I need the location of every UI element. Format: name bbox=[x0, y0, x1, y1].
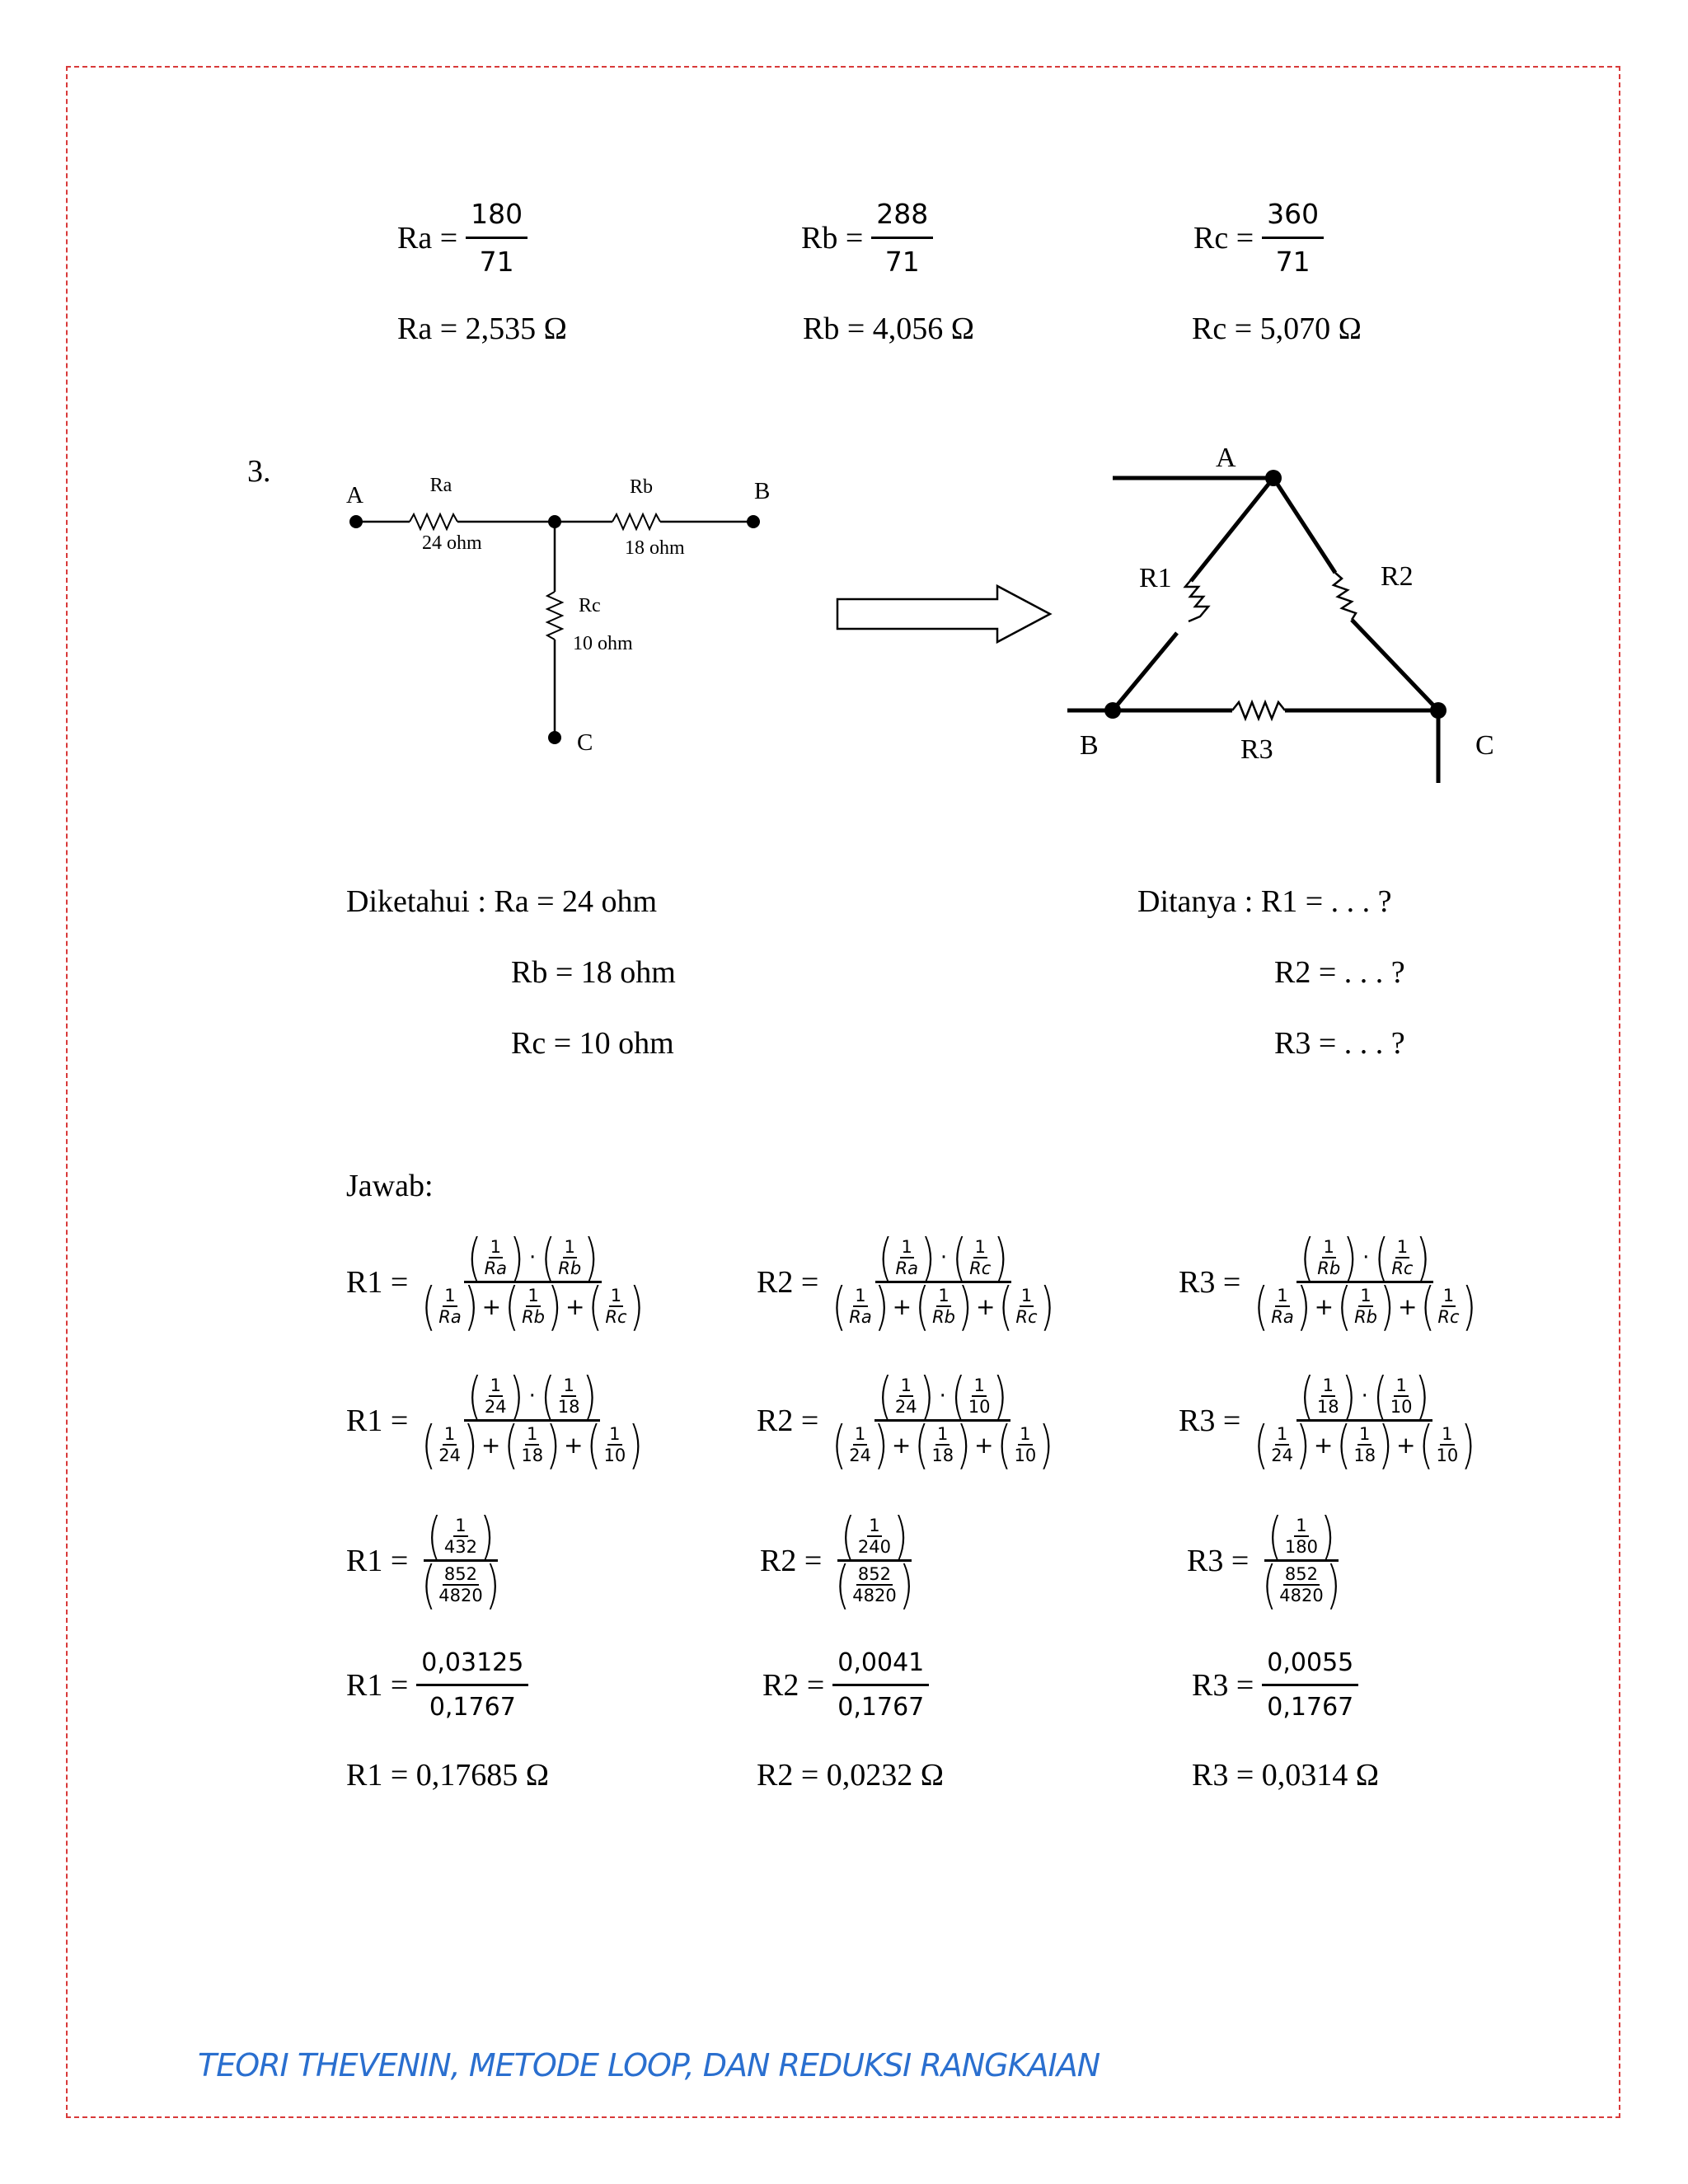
r3-final-result: R3 = 0,0314 Ω bbox=[1192, 1758, 1380, 1793]
term-d3: ( 1 10 ) bbox=[1418, 1414, 1476, 1475]
r1-simplified-equation bbox=[346, 1506, 504, 1615]
rc-fraction bbox=[1262, 198, 1324, 278]
node-a-dot bbox=[349, 515, 363, 528]
problem-number: 3. bbox=[247, 454, 271, 489]
delta-node-a-label: A bbox=[1216, 443, 1236, 473]
rb-fraction-equation bbox=[801, 198, 933, 278]
star-rc-value: 10 ohm bbox=[573, 633, 633, 654]
r3-resistor bbox=[1232, 702, 1285, 719]
simplified-denominator: ( 852 4820 ) bbox=[421, 1554, 500, 1615]
r2-final-result: R2 = 0,0232 Ω bbox=[757, 1758, 945, 1793]
rb-resistor bbox=[612, 514, 660, 529]
term-d1: ( 1 Ra ) bbox=[421, 1276, 479, 1337]
rc-denominator: 71 bbox=[1275, 246, 1311, 278]
delta-circuit-diagram bbox=[1055, 437, 1550, 799]
ra-fraction-equation bbox=[397, 198, 528, 278]
star-node-c-label: C bbox=[577, 729, 593, 756]
term-d2: ( 1 Rb ) bbox=[1337, 1276, 1395, 1337]
delta-node-b-dot bbox=[1104, 702, 1121, 719]
ra-fraction bbox=[466, 198, 528, 278]
term-a: ( 1 24 ) bbox=[467, 1366, 524, 1427]
term-d1: ( 1 24 ) bbox=[1254, 1414, 1311, 1475]
simplified-denominator: ( 852 4820 ) bbox=[1262, 1554, 1341, 1615]
asked-r1: Ditanya : R1 = . . . ? bbox=[1137, 884, 1392, 919]
given-rc: Rc = 10 ohm bbox=[511, 1026, 674, 1061]
r1-substituted-equation bbox=[346, 1366, 646, 1475]
r3-simplified-label: R3 = bbox=[1187, 1543, 1250, 1578]
r1-formulas-equation bbox=[346, 1227, 647, 1337]
r1-decimal-equation bbox=[346, 1648, 528, 1722]
simplified-numerator: ( 1 180 ) bbox=[1267, 1506, 1335, 1567]
r1-formulas-fraction: ( 1 Ra ) · ( 1 Rb ) ( 1 Ra ) + ( 1 Rb ) + ( 1 Rc ) bbox=[421, 1227, 645, 1337]
r2-substituted-fraction: ( 1 24 ) · ( 1 10 ) ( 1 24 ) + ( 1 18 ) + ( 1 10 ) bbox=[832, 1366, 1054, 1475]
r2-simplified-fraction bbox=[832, 1506, 917, 1615]
r3-decimal-label: R3 = bbox=[1192, 1667, 1254, 1703]
r2-formulas-label: R2 = bbox=[757, 1264, 819, 1300]
r2-decimal-label: R2 = bbox=[762, 1667, 825, 1703]
star-rb-label: Rb bbox=[629, 476, 654, 498]
term-d3: ( 1 10 ) bbox=[996, 1414, 1054, 1475]
asked-r3: R3 = . . . ? bbox=[1274, 1026, 1405, 1061]
r2-substituted-equation bbox=[757, 1366, 1057, 1475]
r1-substituted-label: R1 = bbox=[346, 1403, 409, 1438]
r3-simplified-fraction bbox=[1259, 1506, 1343, 1615]
star-rb-value: 18 ohm bbox=[625, 537, 685, 559]
rc-result: Rc = 5,070 Ω bbox=[1192, 312, 1362, 346]
rb-label: Rb = bbox=[801, 220, 864, 255]
term-d2: ( 1 18 ) bbox=[914, 1414, 972, 1475]
term-a: ( 1 24 ) bbox=[877, 1366, 935, 1427]
term-a: ( 1 Ra ) bbox=[878, 1227, 935, 1288]
term-b: ( 1 10 ) bbox=[950, 1366, 1008, 1427]
term-b: ( 1 Rc ) bbox=[952, 1227, 1009, 1288]
term-d1: ( 1 Ra ) bbox=[832, 1276, 889, 1337]
r1-formulas-label: R1 = bbox=[346, 1264, 409, 1300]
r2-formulas-fraction: ( 1 Ra ) · ( 1 Rc ) ( 1 Ra ) + ( 1 Rb ) + ( 1 Rc ) bbox=[832, 1227, 1055, 1337]
delta-r2-label: R2 bbox=[1381, 561, 1414, 592]
term-d2: ( 1 18 ) bbox=[504, 1414, 561, 1475]
r3-decimal-fraction: $\frac{0,0055}{0,1767}$ bbox=[1262, 1648, 1358, 1722]
junction-dot bbox=[548, 515, 561, 528]
term-d3: ( 1 Rc ) bbox=[1420, 1276, 1477, 1337]
delta-r3-label: R3 bbox=[1240, 734, 1273, 765]
rb-numerator: 288 bbox=[871, 198, 933, 239]
delta-r1-label: R1 bbox=[1139, 563, 1172, 593]
star-ra-value: 24 ohm bbox=[422, 532, 482, 554]
term-a: ( 1 18 ) bbox=[1299, 1366, 1357, 1427]
term-b: ( 1 18 ) bbox=[540, 1366, 598, 1427]
ra-result: Ra = 2,535 Ω bbox=[397, 312, 567, 346]
footer-title: TEORI THEVENIN, METODE LOOP, DAN REDUKSI RANGKAIAN bbox=[198, 2047, 1100, 2083]
simplified-denominator: ( 852 4820 ) bbox=[835, 1554, 914, 1615]
term-d2: ( 1 Rb ) bbox=[915, 1276, 973, 1337]
r3-substituted-label: R3 = bbox=[1179, 1403, 1241, 1438]
star-node-b-label: B bbox=[754, 478, 771, 504]
delta-node-b-label: B bbox=[1080, 730, 1099, 761]
delta-node-a-dot bbox=[1265, 470, 1282, 486]
rc-label: Rc = bbox=[1193, 220, 1254, 255]
star-rc-label: Rc bbox=[579, 595, 601, 616]
conversion-arrow-icon bbox=[832, 581, 1055, 647]
r2-substituted-label: R2 = bbox=[757, 1403, 819, 1438]
term-d2: ( 1 Rb ) bbox=[504, 1276, 562, 1337]
delta-node-c-dot bbox=[1430, 702, 1447, 719]
term-b: ( 1 Rc ) bbox=[1374, 1227, 1431, 1288]
ra-numerator: 180 bbox=[466, 198, 528, 239]
r2-simplified-label: R2 = bbox=[760, 1543, 823, 1578]
rb-fraction bbox=[871, 198, 933, 278]
page-border bbox=[66, 66, 1620, 2118]
r1-decimal-label: R1 = bbox=[346, 1667, 409, 1703]
star-circuit-diagram bbox=[330, 462, 791, 775]
r3-formulas-label: R3 = bbox=[1179, 1264, 1241, 1300]
r3-substituted-fraction: ( 1 18 ) · ( 1 10 ) ( 1 24 ) + ( 1 18 ) + ( 1 10 ) bbox=[1254, 1366, 1476, 1475]
answer-label: Jawab: bbox=[346, 1169, 434, 1203]
simplified-numerator: ( 1 240 ) bbox=[840, 1506, 908, 1567]
r1-resistor bbox=[1185, 577, 1208, 621]
term-d3: ( 1 Rc ) bbox=[998, 1276, 1055, 1337]
ra-denominator: 71 bbox=[479, 246, 514, 278]
r3-formulas-equation bbox=[1179, 1227, 1479, 1337]
r2-formulas-equation bbox=[757, 1227, 1057, 1337]
term-b: ( 1 10 ) bbox=[1372, 1366, 1430, 1427]
term-d3: ( 1 10 ) bbox=[586, 1414, 644, 1475]
delta-node-c-label: C bbox=[1475, 730, 1494, 761]
star-node-a-label: A bbox=[346, 482, 363, 509]
r1-simplified-label: R1 = bbox=[346, 1543, 409, 1578]
r1-final-result: R1 = 0,17685 Ω bbox=[346, 1758, 550, 1793]
r2-decimal-equation bbox=[762, 1648, 929, 1722]
term-d1: ( 1 24 ) bbox=[421, 1414, 478, 1475]
term-a: ( 1 Ra ) bbox=[467, 1227, 525, 1288]
r3-substituted-equation bbox=[1179, 1366, 1479, 1475]
node-c-dot bbox=[548, 731, 561, 744]
term-a: ( 1 Rb ) bbox=[1300, 1227, 1358, 1288]
r3-decimal-equation bbox=[1192, 1648, 1358, 1722]
rc-resistor bbox=[547, 592, 562, 640]
term-d3: ( 1 Rc ) bbox=[588, 1276, 645, 1337]
term-d2: ( 1 18 ) bbox=[1336, 1414, 1394, 1475]
term-d1: ( 1 24 ) bbox=[832, 1414, 889, 1475]
simplified-numerator: ( 1 432 ) bbox=[426, 1506, 495, 1567]
term-d1: ( 1 Ra ) bbox=[1254, 1276, 1311, 1337]
rb-denominator: 71 bbox=[884, 246, 920, 278]
rb-result: Rb = 4,056 Ω bbox=[803, 312, 975, 346]
rc-fraction-equation bbox=[1193, 198, 1324, 278]
given-rb: Rb = 18 ohm bbox=[511, 955, 676, 990]
r1-decimal-fraction: $\frac{0,03125}{0,1767}$ bbox=[416, 1648, 528, 1722]
ra-label: Ra = bbox=[397, 220, 458, 255]
asked-r2: R2 = . . . ? bbox=[1274, 955, 1405, 990]
given-ra: Diketahui : Ra = 24 ohm bbox=[346, 884, 658, 919]
r1-substituted-fraction: ( 1 24 ) · ( 1 18 ) ( 1 24 ) + ( 1 18 ) + ( 1 10 ) bbox=[421, 1366, 644, 1475]
rc-numerator: 360 bbox=[1262, 198, 1324, 239]
star-ra-label: Ra bbox=[429, 475, 452, 496]
r3-formulas-fraction: ( 1 Rb ) · ( 1 Rc ) ( 1 Ra ) + ( 1 Rb ) + ( 1 Rc ) bbox=[1254, 1227, 1477, 1337]
r2-simplified-equation bbox=[760, 1506, 917, 1615]
r2-decimal-fraction: $\frac{0,0041}{0,1767}$ bbox=[832, 1648, 929, 1722]
r2-resistor bbox=[1334, 573, 1356, 620]
r3-simplified-equation bbox=[1187, 1506, 1344, 1615]
term-b: ( 1 Rb ) bbox=[541, 1227, 599, 1288]
ra-resistor bbox=[410, 514, 457, 529]
node-b-dot bbox=[747, 515, 760, 528]
r1-simplified-fraction bbox=[418, 1506, 503, 1615]
